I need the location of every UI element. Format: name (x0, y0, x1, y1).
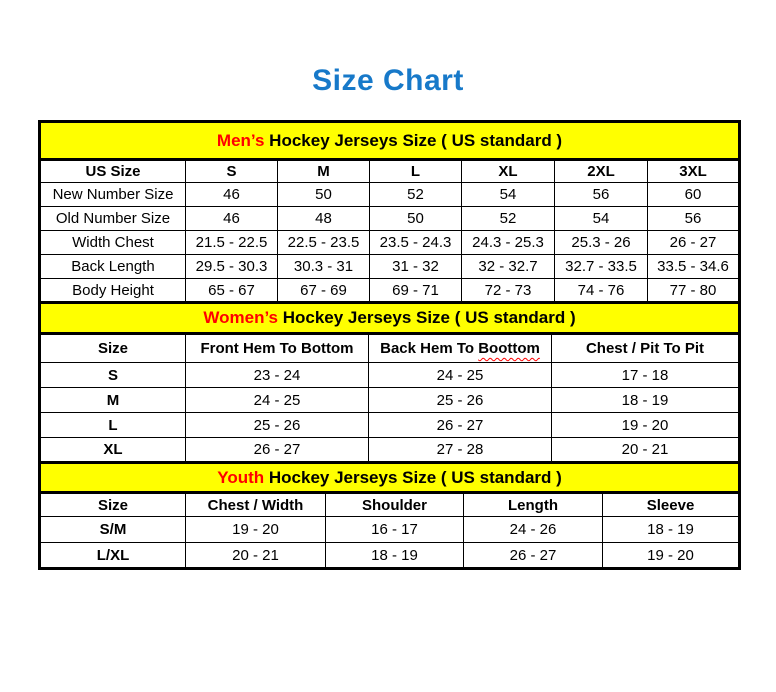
size-value: 48 (278, 207, 370, 231)
size-value: 25 - 26 (186, 413, 369, 438)
size-value: 24 - 26 (464, 517, 603, 543)
column-header (369, 334, 552, 363)
column-header: Chest / Width (186, 493, 326, 517)
size-value: 52 (370, 183, 462, 207)
row-label: XL (40, 438, 186, 463)
table-row (40, 279, 740, 303)
size-value: 33.5 - 34.6 (648, 255, 740, 279)
size-value: 25 - 26 (369, 388, 552, 413)
column-header-row (40, 160, 740, 183)
column-header: S (186, 160, 278, 183)
size-value: 16 - 17 (326, 517, 464, 543)
column-header: M (278, 160, 370, 183)
size-value: 31 - 32 (370, 255, 462, 279)
size-value: 67 - 69 (278, 279, 370, 303)
size-value: 50 (370, 207, 462, 231)
size-value: 60 (648, 183, 740, 207)
size-value: 74 - 76 (555, 279, 648, 303)
column-header-text: Back Hem To (380, 340, 479, 357)
row-label: L (40, 413, 186, 438)
column-header: L (370, 160, 462, 183)
size-value: 25.3 - 26 (555, 231, 648, 255)
column-header: Shoulder (326, 493, 464, 517)
size-value: 19 - 20 (186, 517, 326, 543)
size-value: 26 - 27 (464, 543, 603, 569)
size-value: 56 (648, 207, 740, 231)
row-label: Body Height (40, 279, 186, 303)
table-row (40, 231, 740, 255)
size-value: 23 - 24 (186, 363, 369, 388)
table-row (40, 183, 740, 207)
size-value: 20 - 21 (186, 543, 326, 569)
size-value: 46 (186, 183, 278, 207)
size-value: 26 - 27 (186, 438, 369, 463)
table-row (40, 413, 740, 438)
mens-section-title (40, 122, 740, 160)
size-value: 24 - 25 (369, 363, 552, 388)
size-value: 72 - 73 (462, 279, 555, 303)
size-value: 23.5 - 24.3 (370, 231, 462, 255)
column-header: US Size (40, 160, 186, 183)
row-label: M (40, 388, 186, 413)
table-row (40, 363, 740, 388)
size-value: 17 - 18 (552, 363, 740, 388)
column-header: Length (464, 493, 603, 517)
size-value: 69 - 71 (370, 279, 462, 303)
womens-section-band (40, 303, 740, 334)
column-header: Size (40, 493, 186, 517)
row-label: Width Chest (40, 231, 186, 255)
row-label: Back Length (40, 255, 186, 279)
table-row (40, 388, 740, 413)
size-value: 46 (186, 207, 278, 231)
table-row (40, 255, 740, 279)
column-header-row (40, 493, 740, 517)
column-header-row (40, 334, 740, 363)
size-value: 27 - 28 (369, 438, 552, 463)
row-label: S/M (40, 517, 186, 543)
misspelled-word: Boottom (478, 340, 540, 357)
row-label: Old Number Size (40, 207, 186, 231)
size-value: 22.5 - 23.5 (278, 231, 370, 255)
column-header: XL (462, 160, 555, 183)
mens-section-band (40, 122, 740, 160)
column-header: 3XL (648, 160, 740, 183)
column-header: Front Hem To Bottom (186, 334, 369, 363)
section-title-highlight: Men’s (216, 130, 265, 150)
size-value: 54 (555, 207, 648, 231)
size-value: 24.3 - 25.3 (462, 231, 555, 255)
youth-section-band (40, 463, 740, 493)
youth-section-title (40, 463, 740, 493)
womens-section-title (40, 303, 740, 334)
size-value: 30.3 - 31 (278, 255, 370, 279)
table-row (40, 207, 740, 231)
youth-size-table (38, 461, 741, 570)
size-value: 19 - 20 (552, 413, 740, 438)
size-value: 50 (278, 183, 370, 207)
section-title-rest: Hockey Jerseys Size ( US standard ) (264, 467, 562, 487)
size-value: 54 (462, 183, 555, 207)
size-value: 77 - 80 (648, 279, 740, 303)
size-value: 32.7 - 33.5 (555, 255, 648, 279)
size-value: 26 - 27 (369, 413, 552, 438)
section-title-rest: Hockey Jerseys Size ( US standard ) (278, 308, 576, 327)
size-value: 18 - 19 (326, 543, 464, 569)
row-label: L/XL (40, 543, 186, 569)
table-row (40, 517, 740, 543)
size-value: 56 (555, 183, 648, 207)
section-title-highlight: Women’s (203, 308, 278, 327)
size-value: 21.5 - 22.5 (186, 231, 278, 255)
column-header: Chest / Pit To Pit (552, 334, 740, 363)
column-header: Sleeve (603, 493, 740, 517)
womens-size-table (38, 301, 741, 464)
size-value: 65 - 67 (186, 279, 278, 303)
page-title: Size Chart (312, 64, 464, 97)
size-tables (38, 120, 738, 570)
column-header: Size (40, 334, 186, 363)
size-value: 19 - 20 (603, 543, 740, 569)
mens-size-table (38, 120, 741, 304)
section-title-rest: Hockey Jerseys Size ( US standard ) (264, 130, 563, 150)
size-value: 29.5 - 30.3 (186, 255, 278, 279)
size-value: 20 - 21 (552, 438, 740, 463)
size-value: 18 - 19 (552, 388, 740, 413)
table-row (40, 438, 740, 463)
size-value: 18 - 19 (603, 517, 740, 543)
size-value: 32 - 32.7 (462, 255, 555, 279)
size-value: 24 - 25 (186, 388, 369, 413)
size-value: 52 (462, 207, 555, 231)
row-label: S (40, 363, 186, 388)
section-title-highlight: Youth (217, 467, 265, 487)
size-value: 26 - 27 (648, 231, 740, 255)
column-header: 2XL (555, 160, 648, 183)
table-row (40, 543, 740, 569)
row-label: New Number Size (40, 183, 186, 207)
